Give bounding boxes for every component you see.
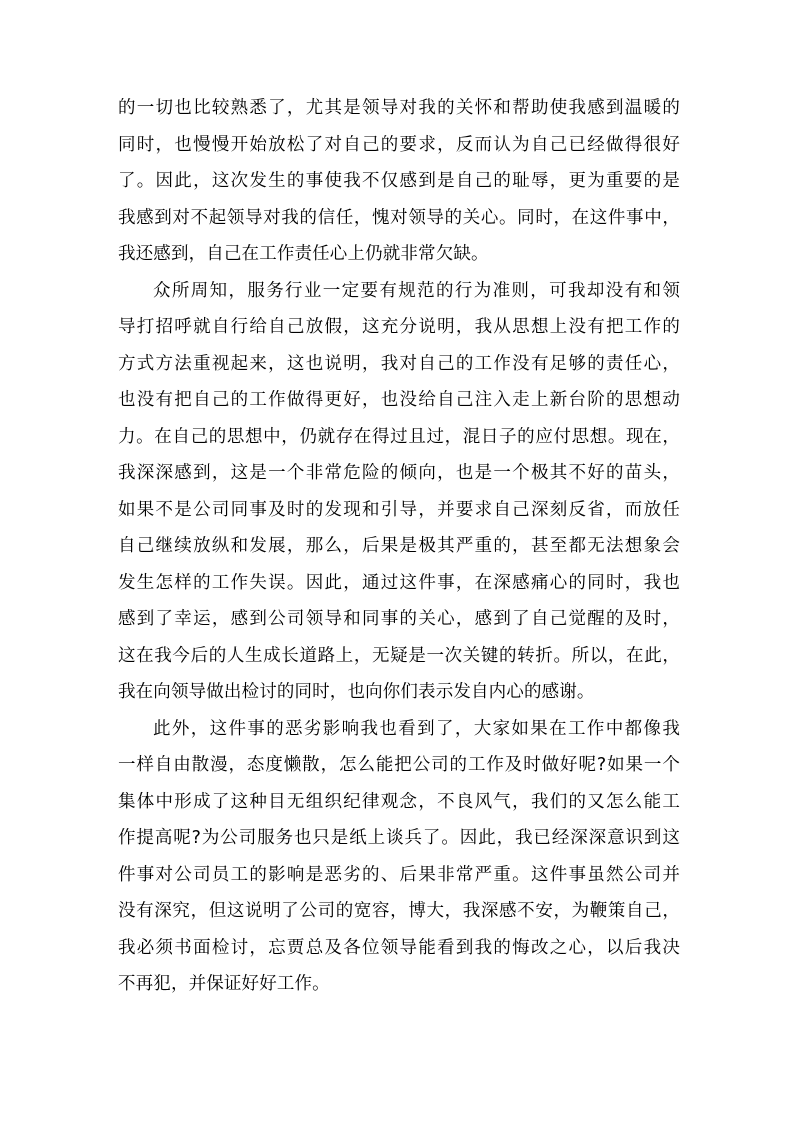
text-line: 我在向领导做出检讨的同时，也向你们表示发自内心的感谢。 <box>118 682 595 702</box>
text-line: 力。在自己的思想中，仍就存在得过且过，混日子的应付思想。现在， <box>118 426 680 447</box>
text-line: 集体中形成了这种目无组织纪律观念，不良风气，我们的又怎么能工 <box>118 791 680 812</box>
text-line: 我还感到，自己在工作责任心上仍就非常欠缺。 <box>118 244 489 264</box>
document-body <box>118 90 680 1003</box>
text-line: 不再犯，并保证好好工作。 <box>118 974 330 994</box>
text-line: 作提高呢?为公司服务也只是纸上谈兵了。因此，我已经深深意识到这 <box>118 828 680 848</box>
text-line: 也没有把自己的工作做得更好，也没给自己注入走上新台阶的思想动 <box>118 390 680 410</box>
text-line: 没有深究，但这说明了公司的宽容，博大，我深感不安，为鞭策自己， <box>118 901 680 921</box>
text-line: 感到了幸运，感到公司领导和同事的关心，感到了自己觉醒的及时， <box>118 609 680 629</box>
text-line: 自己继续放纵和发展，那么，后果是极其严重的，甚至都无法想象会 <box>118 536 680 556</box>
text-line: 件事对公司员工的影响是恶劣的、后果非常严重。这件事虽然公司并 <box>118 864 680 885</box>
text-line: 发生怎样的工作失误。因此，通过这件事，在深感痛心的同时，我也 <box>118 572 680 593</box>
text-line: 这在我今后的人生成长道路上，无疑是一次关键的转折。所以，在此， <box>118 645 680 666</box>
text-line: 我必须书面检讨，忘贾总及各位领导能看到我的悔改之心，以后我决 <box>118 937 680 958</box>
text-line: 的一切也比较熟悉了，尤其是领导对我的关怀和帮助使我感到温暖的 <box>118 98 680 118</box>
text-line: 导打招呼就自行给自己放假，这充分说明，我从思想上没有把工作的 <box>118 317 680 337</box>
text-line: 众所周知，服务行业一定要有规范的行为准则，可我却没有和领 <box>153 280 680 301</box>
text-line: 了。因此，这次发生的事使我不仅感到是自己的耻辱，更为重要的是 <box>118 171 680 191</box>
text-line: 一样自由散漫，态度懒散，怎么能把公司的工作及时做好呢?如果一个 <box>118 755 680 775</box>
text-line: 方式方法重视起来，这也说明，我对自己的工作没有足够的责任心， <box>118 353 680 374</box>
text-line: 如果不是公司同事及时的发现和引导，并要求自己深刻反省，而放任 <box>118 499 680 520</box>
text-line: 同时，也慢慢开始放松了对自己的要求，反而认为自己已经做得很好 <box>118 134 680 155</box>
text-line: 我深深感到，这是一个非常危险的倾向，也是一个极其不好的苗头， <box>118 463 680 483</box>
text-line: 我感到对不起领导对我的信任，愧对领导的关心。同时，在这件事中， <box>118 207 680 228</box>
text-line: 此外，这件事的恶劣影响我也看到了，大家如果在工作中都像我 <box>153 718 680 739</box>
